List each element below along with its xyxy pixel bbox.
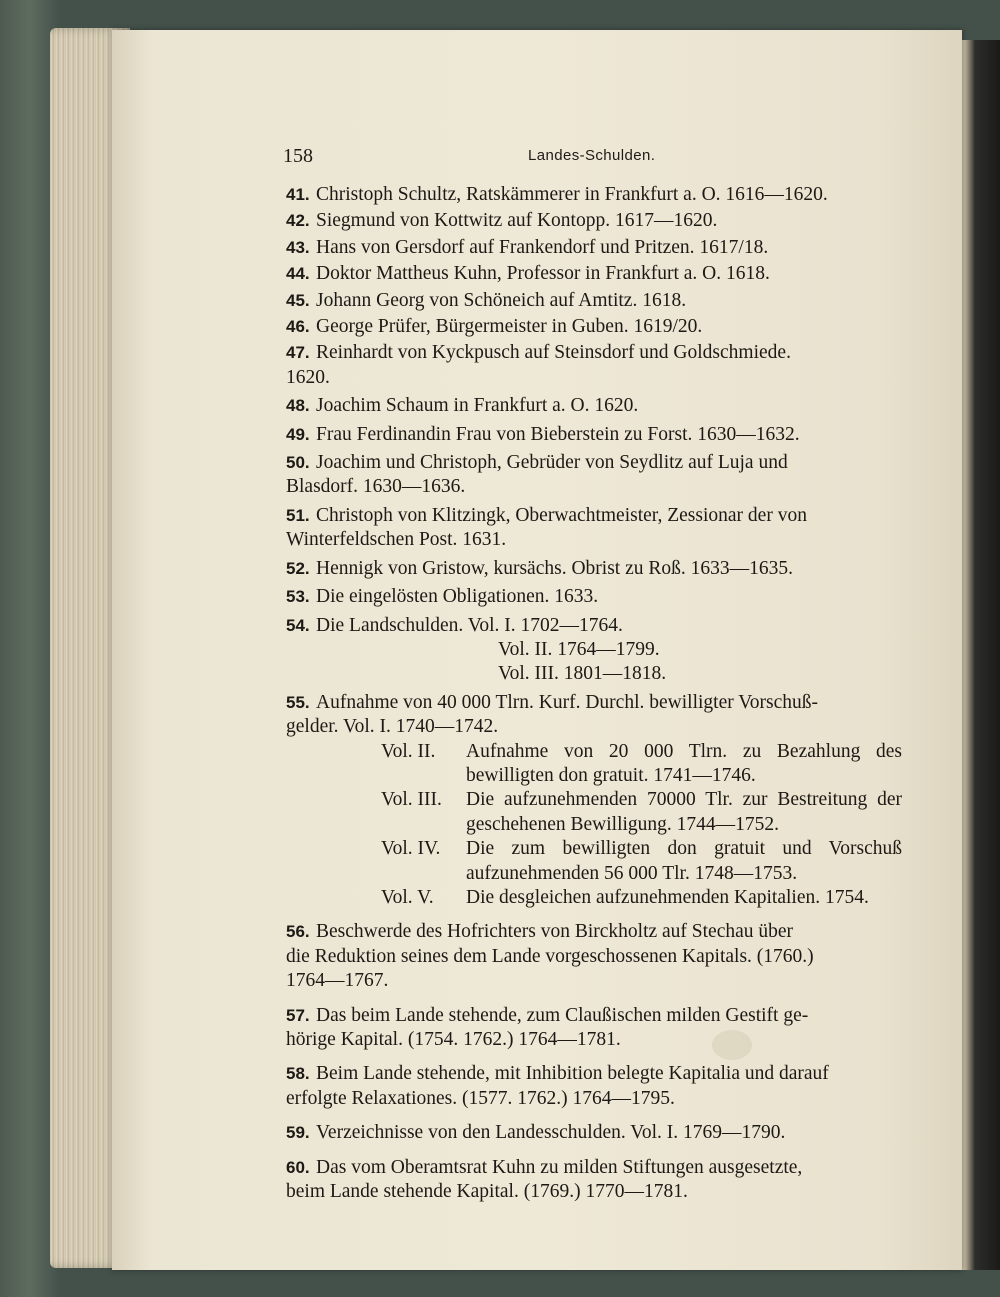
volume-text: Die desgleichen aufzunehmenden Kapitalien. 1754. (466, 886, 869, 908)
entry-text-continued: Blasdorf. 1630—1636. (286, 476, 466, 498)
volume-line: Vol. III. 1801—1818. (498, 663, 667, 685)
entry-text: Frau Ferdinandin Frau von Bieberstein zu Forst. 1630—1632. (316, 423, 800, 445)
page-number: 158 (283, 145, 313, 167)
entry-number: 58. (286, 1064, 310, 1084)
entry-text: Hennigk von Gristow, kursächs. Obrist zu Roß. 1633—1635. (316, 557, 793, 579)
entry-text-continued: gelder. Vol. I. 1740—1742. (286, 716, 499, 738)
entry-number: 48. (286, 396, 310, 416)
entry-text-continued: beim Lande stehende Kapital. (1769.) 1770—1781. (286, 1181, 688, 1203)
entry-text: Beschwerde des Hofrichters von Birckholtz auf Stechau über (316, 921, 794, 943)
entry-number: 53. (286, 587, 310, 607)
entry-number: 51. (286, 505, 310, 525)
entry-number: 41. (286, 185, 310, 204)
entry-text: George Prüfer, Bürgermeister in Guben. 1619/20. (316, 316, 703, 338)
list-item (286, 262, 902, 286)
entry-text-continued: hörige Kapital. (1754. 1762.) 1764—1781. (286, 1029, 621, 1050)
volume-item (286, 788, 902, 837)
entry-number: 42. (286, 211, 310, 231)
list-item (286, 1156, 902, 1205)
entry-number: 46. (286, 317, 310, 337)
entry-list (286, 183, 902, 1204)
entry-number: 49. (286, 424, 310, 444)
entry-text-continued: 1620. (286, 366, 330, 388)
entry-text: Verzeichnisse von den Landesschulden. Vol. I. 1769—1790. (316, 1122, 786, 1144)
list-item (286, 1121, 902, 1145)
list-item (286, 236, 902, 260)
entry-number: 52. (286, 558, 310, 578)
running-title: Landes-Schulden. (528, 147, 656, 164)
list-item (286, 315, 902, 339)
list-item (286, 557, 902, 581)
entry-text-continued: erfolgte Relaxationes. (1577. 1762.) 1764—1795. (286, 1087, 675, 1109)
entry-text: Joachim Schaum in Frankfurt a. O. 1620. (316, 395, 639, 417)
entry-text: Hans von Gersdorf auf Frankendorf und Pritzen. 1617/18. (316, 236, 769, 258)
entry-text-continued: 1764—1767. (286, 970, 389, 992)
entry-number: 60. (286, 1157, 310, 1177)
entry-number: 43. (286, 237, 310, 257)
page-header (283, 145, 903, 171)
list-item (286, 691, 902, 911)
list-item (286, 209, 902, 233)
entry-text: Beim Lande stehende, mit Inhibition belegte Kapitalia und darauf (316, 1063, 829, 1085)
list-item (286, 341, 902, 390)
entry-text-continued: Winterfeldschen Post. 1631. (286, 529, 507, 551)
list-item (286, 423, 902, 447)
entry-text: Aufnahme von 40 000 Tlrn. Kurf. Durchl. bewilligter Vorschuß- (316, 691, 819, 713)
entry-text: Reinhardt von Kyckpusch auf Steinsdorf und Goldschmiede. (316, 342, 791, 364)
entry-number: 47. (286, 343, 310, 363)
entry-number: 56. (286, 922, 310, 942)
list-item (286, 920, 902, 993)
entry-text-continued: die Reduktion seines dem Lande vorgeschossenen Kapitals. (1760.) (286, 945, 814, 967)
entry-number: 44. (286, 264, 310, 284)
entry-text: Die Landschulden. Vol. I. 1702—1764. (316, 614, 623, 636)
list-item (286, 289, 902, 313)
entry-number: 50. (286, 453, 310, 473)
volume-item (286, 886, 902, 910)
list-item (286, 451, 902, 500)
volume-text: Die aufzunehmenden 70000 Tlr. zur Bestreitung der geschehenen Bewilligung. 1744—1752. (466, 789, 902, 835)
entry-text: Christoph von Klitzingk, Oberwachtmeister, Zessionar der von (316, 504, 807, 526)
volume-label: Vol. III. (381, 789, 442, 811)
entry-number: 57. (286, 1005, 310, 1025)
entry-text: Joachim und Christoph, Gebrüder von Seydlitz auf Luja und (316, 452, 788, 474)
entry-number: 45. (286, 290, 310, 310)
entry-text: Christoph Schultz, Ratskämmerer in Frankfurt a. O. 1616—1620. (316, 184, 828, 205)
list-item (286, 1004, 902, 1053)
entry-number: 54. (286, 615, 310, 635)
volume-label: Vol. IV. (381, 838, 441, 860)
volume-item (286, 740, 902, 789)
volume-item (286, 837, 902, 886)
entry-text: Doktor Mattheus Kuhn, Professor in Frankfurt a. O. 1618. (316, 263, 770, 285)
entry-text: Johann Georg von Schöneich auf Amtitz. 1618. (316, 289, 687, 311)
entry-text: Das vom Oberamtsrat Kuhn zu milden Stiftungen ausgesetzte, (316, 1156, 803, 1178)
list-item (286, 394, 902, 418)
entry-text: Das beim Lande stehende, zum Claußischen milden Gestift ge- (316, 1004, 809, 1026)
volume-label: Vol. V. (381, 886, 434, 908)
list-item (286, 183, 902, 207)
list-item (286, 504, 902, 553)
volume-text: Aufnahme von 20 000 Tlrn. zu Bezahlung des bewilligten don gratuit. 1741—1746. (466, 740, 902, 786)
list-item (286, 1062, 902, 1111)
entry-text: Die eingelösten Obligationen. 1633. (316, 586, 599, 608)
list-item (286, 585, 902, 609)
volume-line: Vol. II. 1764—1799. (498, 638, 660, 660)
list-item (286, 614, 902, 687)
volume-text: Die zum bewilligten don gratuit und Vorschuß aufzunehmenden 56 000 Tlr. 1748—1753. (466, 838, 902, 884)
entry-text: Siegmund von Kottwitz auf Kontopp. 1617—1620. (316, 210, 718, 232)
entry-number: 59. (286, 1123, 310, 1143)
entry-number: 55. (286, 692, 310, 712)
volume-label: Vol. II. (381, 740, 436, 762)
